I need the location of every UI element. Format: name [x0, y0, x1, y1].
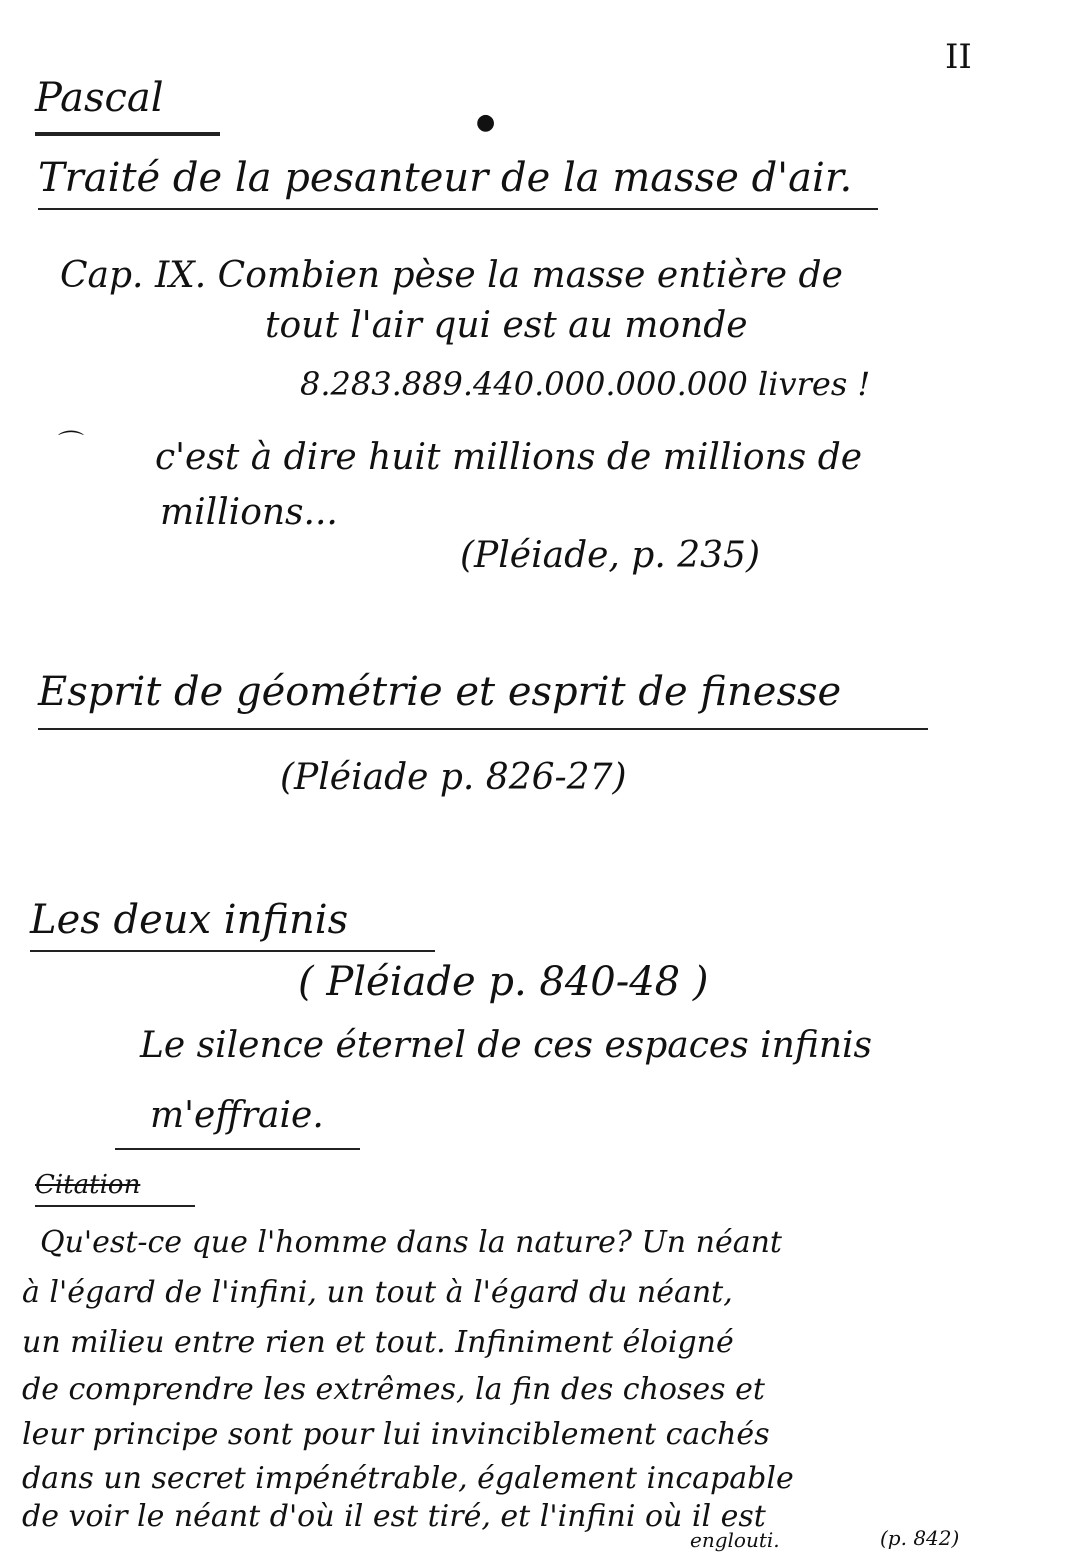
title-underline: [35, 132, 220, 136]
citation-line: dans un secret impénétrable, également incapable: [22, 1461, 794, 1496]
note-line-1: c'est à dire huit millions de millions de: [155, 437, 863, 478]
page-number: II: [945, 37, 972, 77]
note-line-2: millions...: [160, 492, 338, 533]
bullet-dot: ●: [476, 110, 496, 135]
quote-underline: [115, 1148, 360, 1150]
esprit-underline: [38, 728, 928, 730]
quote-line-2: m'effraie.: [150, 1095, 324, 1136]
pleiade-ref-2: (Pléiade p. 826-27): [280, 757, 627, 798]
treatise-title: Traité de la pesanteur de la masse d'air.: [38, 155, 853, 201]
chapter-line-1: Cap. IX. Combien pèse la masse entière de: [60, 255, 843, 296]
citation-line: Qu'est-ce que l'homme dans la nature? Un néant: [40, 1225, 782, 1260]
citation-line: de comprendre les extrêmes, la fin des choses et: [22, 1372, 765, 1407]
quote-line-1: Le silence éternel de ces espaces infinis: [140, 1025, 873, 1066]
infinis-title: Les deux infinis: [30, 897, 349, 943]
pleiade-ref-1: (Pléiade, p. 235): [460, 535, 760, 576]
section-title: Pascal: [35, 75, 164, 121]
citation-underline: [35, 1205, 195, 1207]
citation-heading: Citation: [35, 1170, 141, 1200]
citation-line: de voir le néant d'où il est tiré, et l'infini où il est: [22, 1499, 766, 1534]
margin-mark: ⌒: [58, 430, 85, 460]
citation-ref: (p. 842): [880, 1526, 960, 1550]
chapter-line-2: tout l'air qui est au monde: [265, 305, 748, 346]
citation-last-word: englouti.: [690, 1528, 780, 1552]
infinis-underline: [30, 950, 435, 952]
citation-line: à l'égard de l'infini, un tout à l'égard du néant,: [22, 1275, 733, 1310]
citation-line: un milieu entre rien et tout. Infiniment éloigné: [22, 1325, 734, 1360]
citation-line: leur principe sont pour lui invinciblement cachés: [22, 1417, 770, 1452]
treatise-underline: [38, 208, 878, 210]
esprit-title: Esprit de géométrie et esprit de finesse: [38, 669, 842, 715]
air-weight-number: 8.283.889.440.000.000.000 livres !: [300, 365, 871, 403]
pleiade-ref-3: ( Pléiade p. 840-48 ): [298, 959, 709, 1005]
